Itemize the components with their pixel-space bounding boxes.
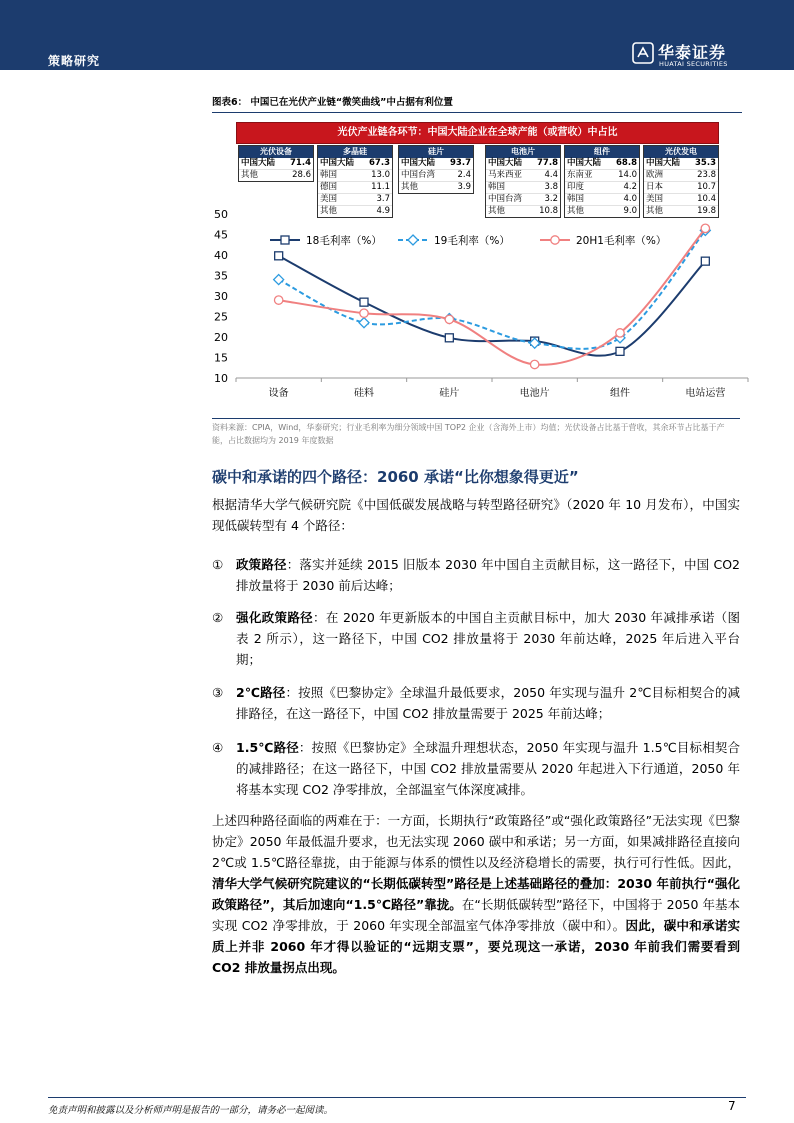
share-value: 10.4 xyxy=(697,194,716,204)
y-tick-label: 15 xyxy=(214,351,228,365)
legend-label: 20H1毛利率（%） xyxy=(576,235,667,247)
series-line-2 xyxy=(279,230,706,348)
data-point xyxy=(274,275,284,285)
legend-label: 18毛利率（%） xyxy=(306,235,382,247)
chain-table-row xyxy=(318,181,392,193)
chain-table-header: 电池片 xyxy=(486,146,560,158)
conclusion-text-2: 在“长期低碳转型”路径下，中国将于 2050 年基本实现 CO2 净零排放，于 2060 年实现全部温室气体净零排放（碳中和）。 xyxy=(212,897,740,933)
page-number: 7 xyxy=(728,1099,736,1113)
chain-table-row xyxy=(644,181,718,193)
share-value: 28.6 xyxy=(292,170,311,180)
intro-paragraph: 根据清华大学气候研究院《中国低碳发展战略与转型路径研究》（2020 年 10 月发布），中国实现低碳转型有 4 个路径： xyxy=(212,497,740,533)
conclusion-bold: 清华大学气候研究院建议的“长期低碳转型”路径是上述基础路径的叠加：2030 年前执行“强化政策路径”，其后加速向“1.5℃路径”靠拢。 xyxy=(212,876,740,912)
chain-banner: 光伏产业链各环节：中国大陆企业在全球产能（或营收）中占比 xyxy=(236,122,719,144)
chain-table-row xyxy=(565,158,639,169)
huatai-logo xyxy=(632,40,740,70)
region-name: 美国 xyxy=(646,194,664,204)
y-tick-label: 30 xyxy=(214,290,228,303)
chain-table-header: 光伏发电 xyxy=(644,146,718,158)
x-tick-label: 电站运营 xyxy=(685,388,726,399)
region-name: 美国 xyxy=(320,194,338,204)
conclusion-bold-2: 因此，碳中和承诺实质上并非 2060 年才得以验证的“远期支票”，要兑现这一承诺，2030 年前我们需要看到 CO2 排放量拐点出现。 xyxy=(212,918,740,975)
chain-table-row xyxy=(644,169,718,181)
x-tick-label: 硅料 xyxy=(354,388,374,399)
item-number: ② xyxy=(212,610,224,625)
region-name: 德国 xyxy=(320,182,338,192)
conclusion-text: 上述四种路径面临的两难在于：一方面，长期执行“政策路径”或“强化政策路径”无法实现《巴黎协定》2050 年最低温升要求，也无法实现 2060 碳中和承诺；另一方面，如果减排路径直接向 2℃或 1.5℃路径靠拢，由于能源与体系的惯性以及经济稳增长的需要，执行可行性低。因此， xyxy=(212,813,740,870)
share-value: 35.3 xyxy=(695,158,716,168)
share-value: 3.2 xyxy=(544,194,558,204)
section-tag: 策略研究 xyxy=(48,54,101,68)
share-value: 3.8 xyxy=(544,182,558,192)
region-name: 印度 xyxy=(567,182,585,192)
series-line-3 xyxy=(279,228,706,364)
region-name: 中国大陆 xyxy=(567,158,602,168)
y-tick-label: 40 xyxy=(214,249,228,262)
region-name: 其他 xyxy=(567,206,585,216)
share-value: 67.3 xyxy=(369,158,390,168)
item-title: 强化政策路径 xyxy=(236,610,313,625)
legend-marker xyxy=(281,236,289,244)
figure-source: 资料来源：CPIA，Wind，华泰研究；行业毛利率为细分领域中国 TOP2 企业（含海外上市）均值；光伏设备占比基于营收，其余环节占比基于产能，占比数据均为 2019 年度数据 xyxy=(212,418,740,447)
share-value: 3.7 xyxy=(376,194,390,204)
region-name: 其他 xyxy=(488,206,506,216)
chain-table-row xyxy=(486,169,560,181)
item-title: 1.5℃路径 xyxy=(236,740,299,755)
item-text: ：按照《巴黎协定》全球温升最低要求，2050 年实现与温升 2℃目标相契合的减排路径，在这一路径下，中国 CO2 排放量需要于 2025 年前达峰； xyxy=(236,685,740,721)
region-name: 其他 xyxy=(241,170,259,180)
share-value: 68.8 xyxy=(616,158,637,168)
share-value: 19.8 xyxy=(697,206,716,216)
region-name: 中国大陆 xyxy=(241,158,276,168)
conclusion-paragraph xyxy=(212,810,740,978)
x-tick-label: 电池片 xyxy=(519,388,550,399)
region-name: 韩国 xyxy=(567,194,585,204)
share-value: 71.4 xyxy=(290,158,311,168)
data-point xyxy=(445,315,453,323)
region-name: 欧洲 xyxy=(646,170,664,180)
chain-table-row xyxy=(399,181,473,193)
data-point xyxy=(360,298,368,306)
share-value: 3.9 xyxy=(457,182,471,192)
chain-table-row xyxy=(486,158,560,169)
item-text: ：在 2020 年更新版本的中国自主贡献目标中，加大 2030 年减排承诺（图表 2 所示），这一路径下，中国 CO2 排放量将于 2030 年前达峰，2025 年后进入平台期； xyxy=(236,610,740,667)
region-name: 韩国 xyxy=(320,170,338,180)
chain-table-header: 多晶硅 xyxy=(318,146,392,158)
legend-marker xyxy=(408,235,418,245)
chain-table-row xyxy=(318,158,392,169)
chain-table-header: 组件 xyxy=(565,146,639,158)
huatai-logo-icon xyxy=(632,42,654,64)
footer-divider xyxy=(48,1097,746,1098)
chain-table xyxy=(398,145,474,194)
chain-table-row xyxy=(565,169,639,181)
region-name: 韩国 xyxy=(488,182,506,192)
data-point xyxy=(359,318,369,328)
share-value: 93.7 xyxy=(450,158,471,168)
gross-margin-chart xyxy=(200,200,760,410)
region-name: 中国台湾 xyxy=(401,170,436,180)
region-name: 中国大陆 xyxy=(488,158,523,168)
item-text: ：按照《巴黎协定》全球温升理想状态，2050 年实现与温升 1.5℃目标相契合的减排路径；在这一路径下，中国 CO2 排放量需要从 2020 年起进入下行通道，2050 年将基本实现 CO2 净零排放，全部温室气体深度减排。 xyxy=(236,740,740,797)
share-value: 23.8 xyxy=(697,170,716,180)
item-number: ④ xyxy=(212,740,224,755)
chain-table-header: 光伏设备 xyxy=(239,146,313,158)
y-tick-label: 45 xyxy=(214,228,228,242)
data-point xyxy=(274,296,282,304)
data-point xyxy=(360,309,368,317)
region-name: 中国大陆 xyxy=(320,158,355,168)
header-bar xyxy=(0,0,794,70)
share-value: 4.0 xyxy=(623,194,637,204)
figure-title: 图表6： 中国已在光伏产业链“微笑曲线”中占据有利位置 xyxy=(212,94,742,113)
share-value: 77.8 xyxy=(537,158,558,168)
x-tick-label: 设备 xyxy=(268,388,289,399)
share-value: 13.0 xyxy=(371,170,390,180)
series-line-1 xyxy=(279,256,706,356)
data-point xyxy=(275,252,283,260)
logo-text-cn: 华泰证券 xyxy=(658,43,727,62)
region-name: 马来西亚 xyxy=(488,170,523,180)
region-name: 东南亚 xyxy=(567,170,593,180)
data-point xyxy=(701,224,709,232)
item-number: ① xyxy=(212,557,224,572)
y-tick-label: 10 xyxy=(214,372,228,385)
chain-table-row xyxy=(318,169,392,181)
chain-table-row xyxy=(239,158,313,169)
chain-table-row xyxy=(239,169,313,181)
share-value: 10.7 xyxy=(697,182,716,192)
legend-label: 19毛利率（%） xyxy=(434,235,510,247)
share-value: 10.8 xyxy=(539,206,558,216)
data-point xyxy=(445,334,453,342)
data-point xyxy=(616,329,624,337)
chain-table-header: 硅片 xyxy=(399,146,473,158)
share-value: 9.0 xyxy=(623,206,637,216)
region-name: 中国台湾 xyxy=(488,194,523,204)
region-name: 其他 xyxy=(401,182,419,192)
chain-table-row xyxy=(644,158,718,169)
logo-text-en: HUATAI SECURITIES xyxy=(659,60,728,68)
data-point xyxy=(530,360,538,368)
share-value: 4.2 xyxy=(623,182,637,192)
share-value: 4.4 xyxy=(544,170,558,180)
footer-disclaimer: 免责声明和披露以及分析师声明是报告的一部分，请务必一起阅读。 xyxy=(48,1105,334,1116)
chain-table-row xyxy=(565,181,639,193)
x-tick-label: 组件 xyxy=(610,388,630,399)
legend-marker xyxy=(551,236,559,244)
y-tick-label: 20 xyxy=(214,331,228,344)
x-tick-label: 硅片 xyxy=(439,388,460,399)
share-value: 14.0 xyxy=(618,170,637,180)
item-text: ：落实并延续 2015 旧版本 2030 年中国自主贡献目标，这一路径下，中国 CO2 排放量将于 2030 前后达峰； xyxy=(236,557,740,593)
chain-table-row xyxy=(399,169,473,181)
data-point xyxy=(616,347,624,355)
section-heading: 碳中和承诺的四个路径：2060 承诺“比你想象得更近” xyxy=(212,468,579,486)
share-value: 2.4 xyxy=(457,170,471,180)
chain-table-row xyxy=(399,158,473,169)
share-value: 4.9 xyxy=(376,206,390,216)
y-tick-label: 50 xyxy=(214,208,228,221)
y-tick-label: 35 xyxy=(214,269,228,283)
y-tick-label: 25 xyxy=(214,310,228,324)
region-name: 中国大陆 xyxy=(646,158,681,168)
region-name: 其他 xyxy=(646,206,664,216)
item-number: ③ xyxy=(212,685,224,700)
region-name: 其他 xyxy=(320,206,338,216)
data-point xyxy=(701,257,709,265)
chain-table xyxy=(238,145,314,182)
region-name: 中国大陆 xyxy=(401,158,436,168)
item-title: 政策路径 xyxy=(236,557,287,572)
chain-table-row xyxy=(486,181,560,193)
region-name: 日本 xyxy=(646,182,664,192)
item-title: 2℃路径 xyxy=(236,685,286,700)
share-value: 11.1 xyxy=(371,182,390,192)
